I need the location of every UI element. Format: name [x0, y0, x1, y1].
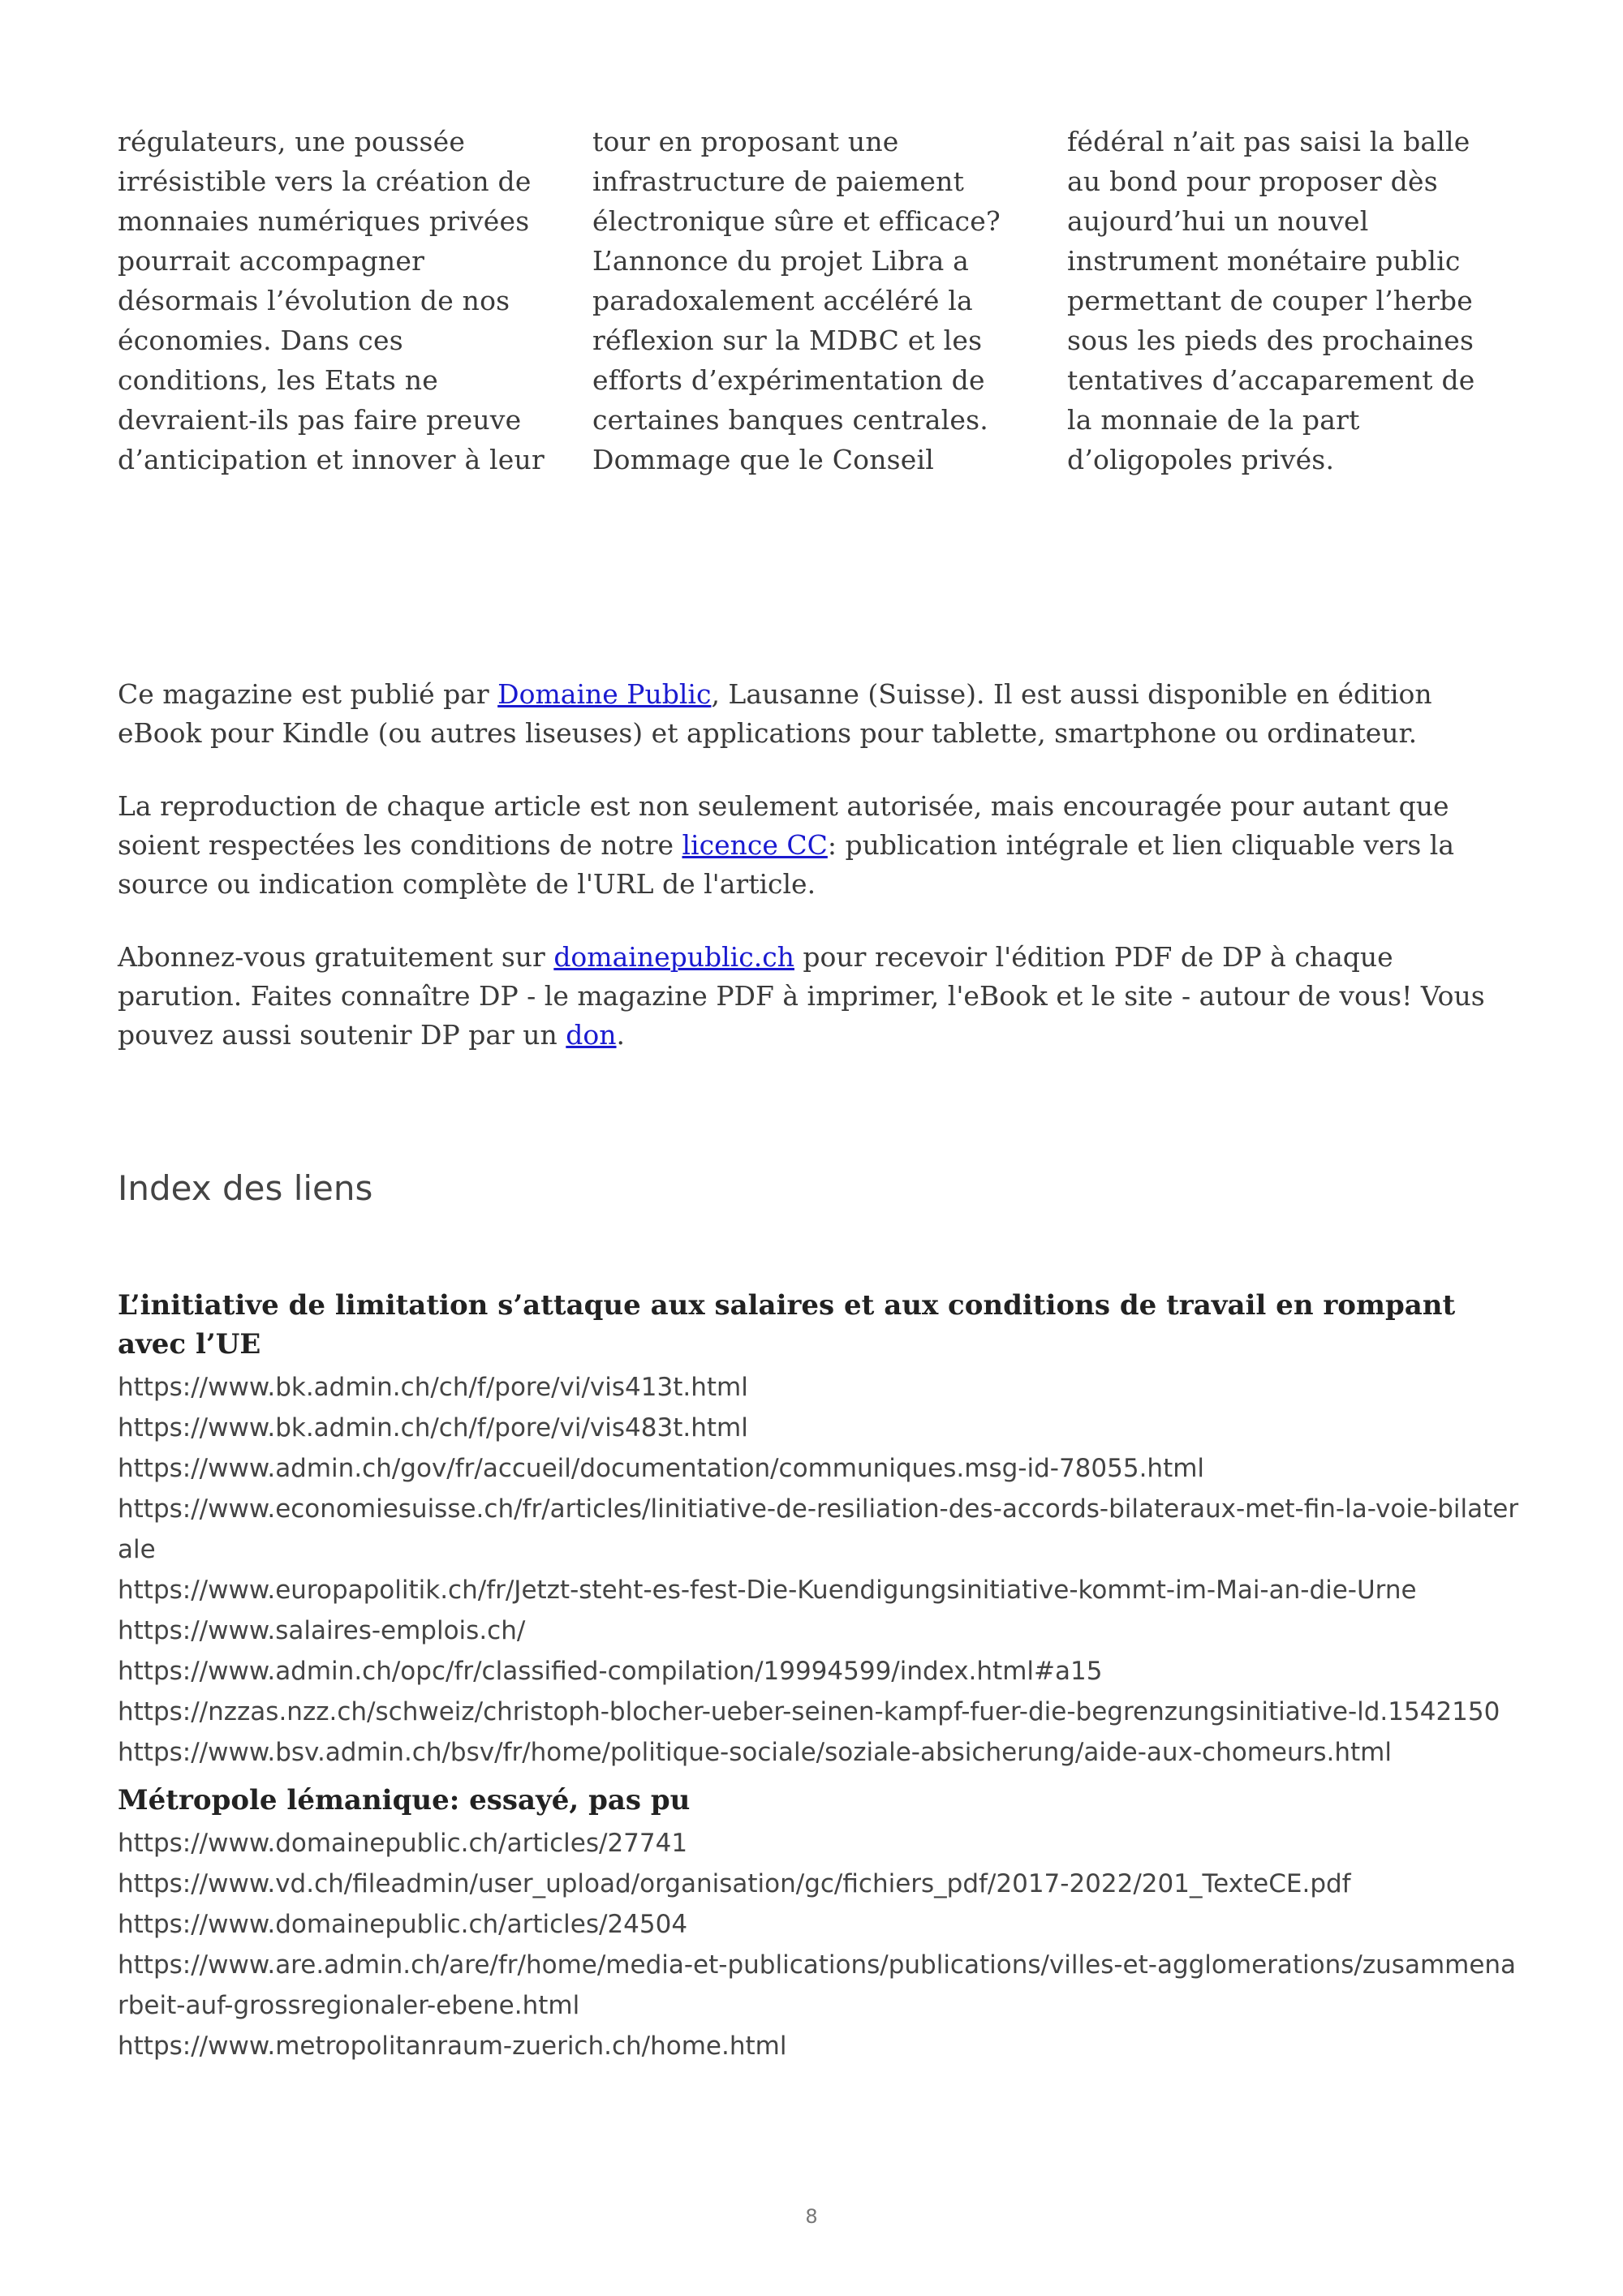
licence-cc-link[interactable]: licence CC: [682, 829, 828, 861]
domainepublic-ch-link[interactable]: domainepublic.ch: [553, 941, 794, 973]
index-link[interactable]: https://www.metropolitanraum-zuerich.ch/home.html: [118, 2032, 787, 2061]
index-section: [118, 1286, 1522, 1773]
colophon-text: , Lausanne (Suisse). Il est aussi disponible en édition eBook pour Kindle (ou autres liseuses) et applications pour tablette, smartphone ou ordinateur.: [118, 678, 1432, 749]
index-section-title: L’initiative de limitation s’attaque aux salaires et aux conditions de travail en rompant avec l’UE: [118, 1289, 1456, 1361]
article-column-2: tour en proposant une infrastructure de paiement électronique sûre et efficace? L’annonce du projet Libra a paradoxalement accéléré la réflexion sur la MDBC et les efforts d’expérimentation de certaines banques centrales. Dommage que le Conseil: [592, 126, 1001, 475]
article-column-1: régulateurs, une poussée irrésistible vers la création de monnaies numériques privées pourrait accompagner désormais l’évolution de nos économies. Dans ces conditions, les Etats ne devraient-ils pas faire preuve d’anticipation et innover à leur: [118, 126, 545, 475]
index-link[interactable]: https://www.salaires-emplois.ch/: [118, 1616, 526, 1645]
colophon-text: La reproduction de chaque article est non seulement autorisée, mais encouragée pour autant que soient respectées les conditions de notre: [118, 790, 1449, 861]
colophon-text: Ce magazine est publié par: [118, 678, 498, 710]
colophon-text: pour recevoir l'édition PDF de DP à chaque parution. Faites connaître DP - le magazine PDF à imprimer, l'eBook et le site - autour de vous! Vous pouvez aussi soutenir DP par un: [118, 941, 1485, 1051]
index-link[interactable]: https://www.bsv.admin.ch/bsv/fr/home/politique-sociale/soziale-absicherung/aide-aux-chomeurs.html: [118, 1738, 1392, 1767]
index-link[interactable]: https://www.bk.admin.ch/ch/f/pore/vi/vis413t.html: [118, 1373, 748, 1402]
domaine-public-link[interactable]: Domaine Public: [497, 678, 712, 710]
colophon-paragraph-subscribe: [118, 938, 1522, 1055]
index-link[interactable]: https://www.bk.admin.ch/ch/f/pore/vi/vis483t.html: [118, 1413, 748, 1443]
index-link[interactable]: https://www.europapolitik.ch/fr/Jetzt-steht-es-fest-Die-Kuendigungsinitiative-kommt-im-Mai-an-die-Urne: [118, 1576, 1417, 1605]
colophon-paragraph-publisher: [118, 675, 1522, 753]
article-columns: [118, 122, 1497, 479]
colophon-paragraph-license: [118, 787, 1522, 904]
page-number: 8: [805, 2205, 818, 2228]
index-link[interactable]: https://www.are.admin.ch/are/fr/home/media-et-publications/publications/villes-et-agglomerations/zusammenarbeit-auf-grossregionaler-ebene.html: [118, 1950, 1517, 2020]
index-link[interactable]: https://www.admin.ch/opc/fr/classified-compilation/19994599/index.html#a15: [118, 1657, 1103, 1686]
colophon-text: Abonnez-vous gratuitement sur: [118, 941, 554, 973]
index-link[interactable]: https://www.economiesuisse.ch/fr/articles/linitiative-de-resiliation-des-accords-bilateraux-met-fin-la-voie-bilaterale: [118, 1494, 1519, 1564]
article-column-3: fédéral n’ait pas saisi la balle au bond pour proposer dès aujourd’hui un nouvel instrument monétaire public permettant de couper l’herbe sous les pieds des prochaines tentatives d’accaparement de la monnaie de la part d’oligopoles privés.: [1067, 126, 1475, 475]
index-link[interactable]: https://www.domainepublic.ch/articles/27741: [118, 1829, 688, 1858]
link-index: [118, 1286, 1522, 2075]
index-title: Index des liens: [118, 1168, 373, 1208]
colophon: [118, 675, 1522, 1089]
index-section: [118, 1781, 1522, 2066]
index-link[interactable]: https://www.admin.ch/gov/fr/accueil/documentation/communiques.msg-id-78055.html: [118, 1454, 1205, 1483]
index-link[interactable]: https://www.vd.ch/fileadmin/user_upload/organisation/gc/fichiers_pdf/2017-2022/201_TexteCE.pdf: [118, 1869, 1351, 1898]
index-link[interactable]: https://www.domainepublic.ch/articles/24504: [118, 1910, 688, 1939]
colophon-text: : publication intégrale et lien cliquable vers la source ou indication complète de l'URL de l'article.: [118, 829, 1455, 900]
colophon-text: .: [616, 1019, 626, 1051]
index-link[interactable]: https://nzzas.nzz.ch/schweiz/christoph-blocher-ueber-seinen-kampf-fuer-die-begrenzungsinitiative-ld.1542150: [118, 1697, 1500, 1726]
index-section-title: Métropole lémanique: essayé, pas pu: [118, 1784, 691, 1817]
don-link[interactable]: don: [566, 1019, 617, 1051]
